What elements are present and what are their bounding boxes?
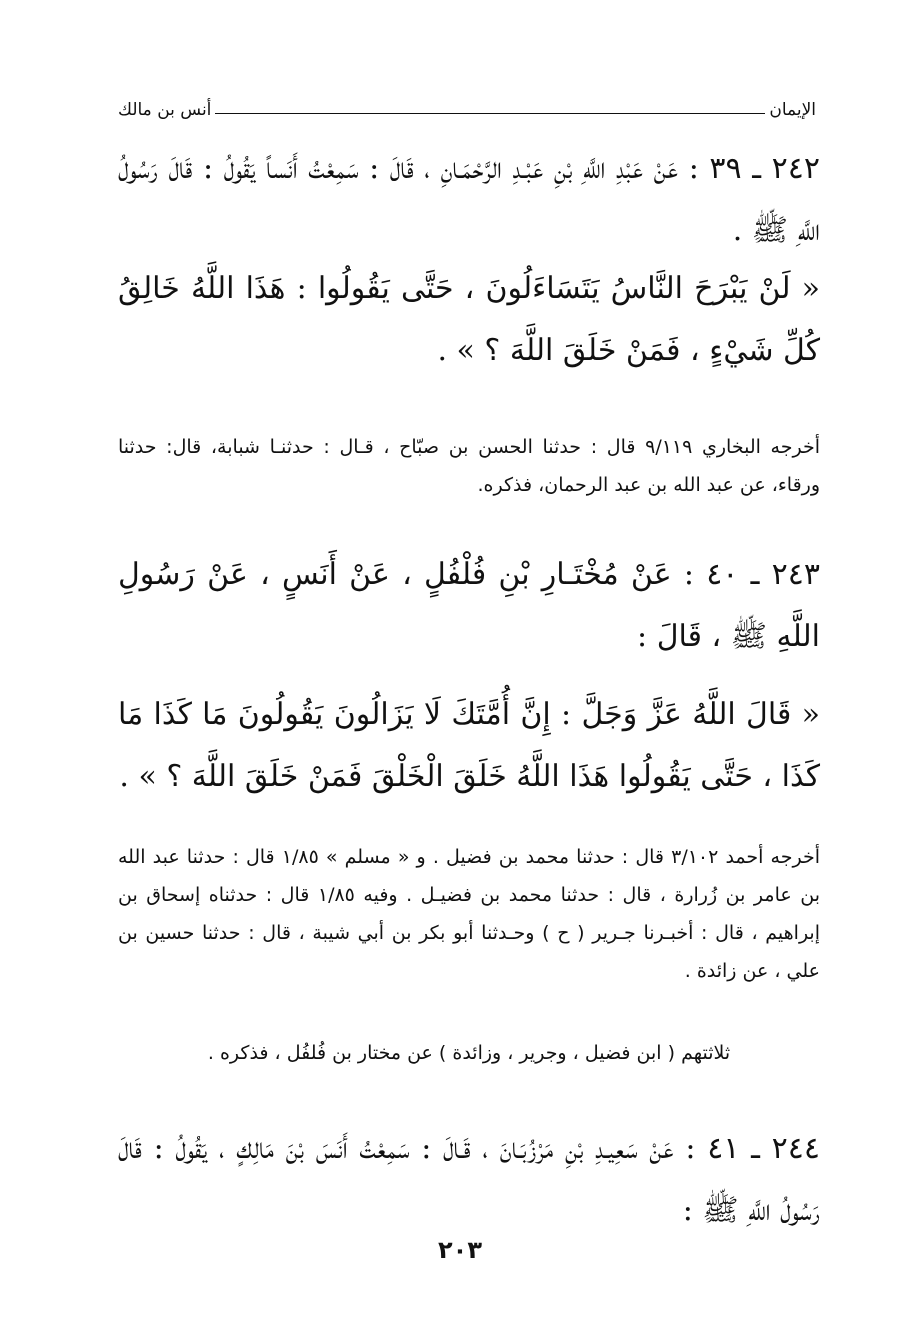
page-number: ٢٠٣ [438,1236,482,1264]
narrator-title: أنس بن مالك [118,100,212,120]
hadith-244-isnad: ٢٤٤ ـ ٤١ : عَنْ سَعِيـدِ بْنِ مَرْزُبَـانَ ، قَـالَ : سَمِعْتُ أَنَسَ بْنَ مَالِكٍ ، يَقُولُ : قَالَ رَسُولُ اللَّهِ ﷺ : [118,1131,820,1228]
running-header [118,88,816,120]
takhrij-242: أخرجه البخاري ٩/١١٩ قال : حدثنا الحسن بن صبّاح ، قـال : حدثنـا شبابة، قال: حدثنا ورقاء، عن عبد الله بن عبد الرحمان، فذكره. [118,436,820,496]
header-rule [215,113,765,114]
hadith-243-matn: « قَالَ اللَّهُ عَزَّ وَجَلَّ : إِنَّ أُمَّتَكَ لَا يَزَالُونَ يَقُولُونَ مَا كَذَا مَا كَذَا ، حَتَّى يَقُولُوا هَذَا اللَّهُ خَلَقَ الْخَلْقَ فَمَنْ خَلَقَ اللَّهَ ؟ » . [118,697,820,794]
hadith-242-isnad: ٢٤٢ ـ ٣٩ : عَنْ عَبْدِ اللَّهِ بْنِ عَبْـدِ الرَّحْمَـانِ ، قَالَ : سَمِعْتُ أَنَساً يَقُولُ : قَالَ رَسُولُ اللَّهِ ﷺ . [118,151,820,248]
chapter-title: الإيمان [769,100,816,120]
takhrij-243-summary: ثلاثتهم ( ابن فضيل ، وجرير ، وزائدة ) عن مختار بن فُلفُل ، فذكره . [207,1042,731,1064]
takhrij-243: أخرجه أحمد ٣/١٠٢ قال : حدثنا محمد بن فضيل . و « مسلم » ١/٨٥ قال : حدثنا عبد الله بن عامر بن زُرارة ، قال : حدثنا محمد بن فضيـل . وفيه ١/٨٥ قال : حدثناه إسحاق بن إبراهيم ، قال : أخبـرنا جـرير ( ح ) وحـدثنا أبو بكر بن أبي شيبة ، قال : حدثنا حسين بن علي ، عن زائدة . [118,846,820,982]
hadith-242-matn: « لَنْ يَبْرَحَ النَّاسُ يَتَسَاءَلُونَ ، حَتَّى يَقُولُوا : هَذَا اللَّهُ خَالِقُ كُلِّ شَيْءٍ ، فَمَنْ خَلَقَ اللَّهَ ؟ » . [118,271,820,368]
hadith-243-isnad: ٢٤٣ ـ ٤٠ : عَنْ مُخْتَـارِ بْنِ فُلْفُلٍ ، عَنْ أَنَسٍ ، عَنْ رَسُولِ اللَّهِ ﷺ ، قَالَ : [118,557,820,654]
